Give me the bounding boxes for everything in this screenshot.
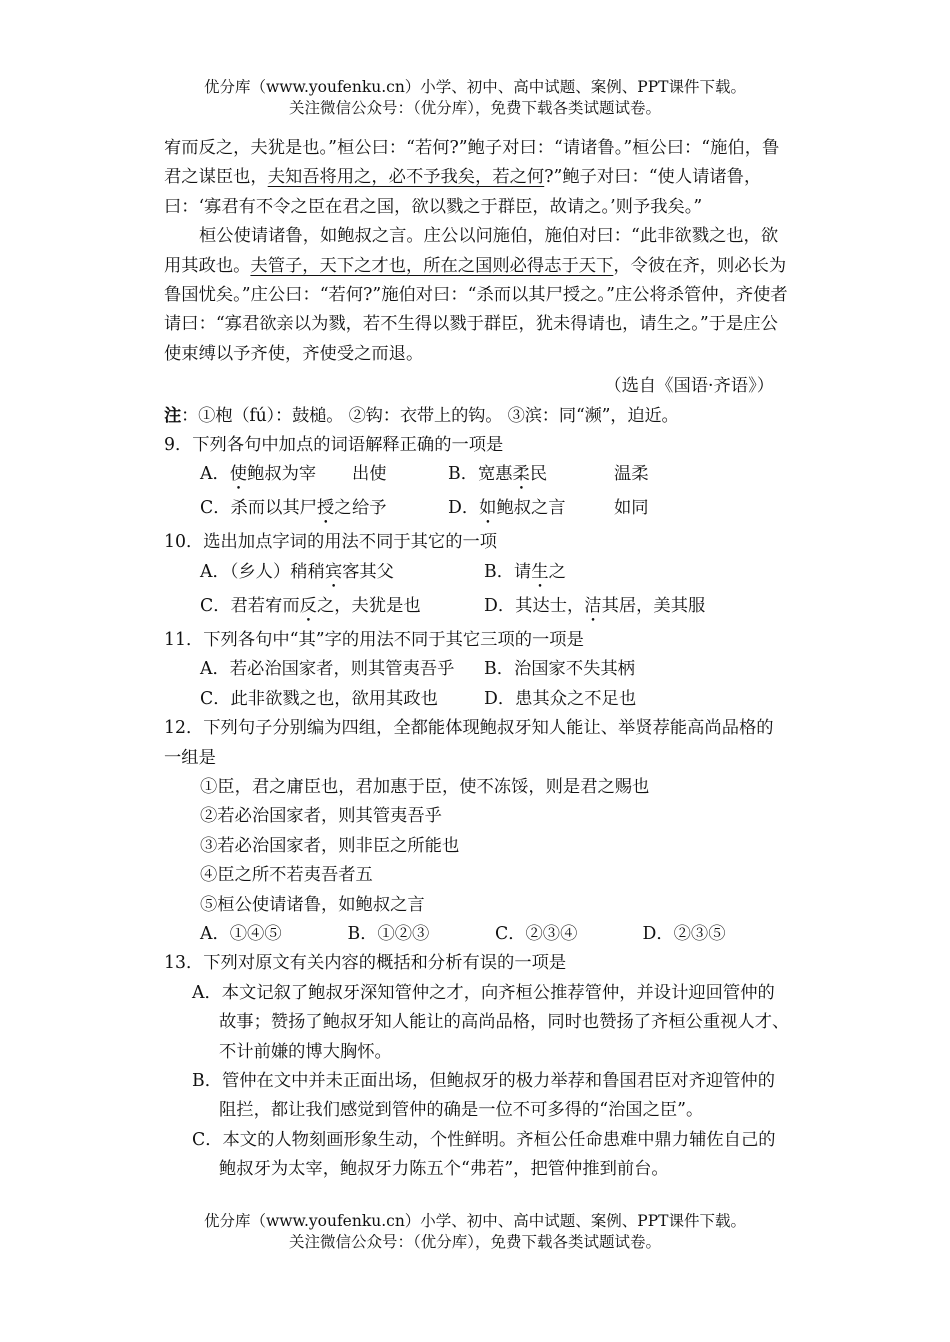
- q12-choice-a: A．①④⑤: [200, 923, 282, 944]
- q12-item-2: ②若必治国家者，则其管夷吾乎: [200, 806, 442, 827]
- q12-choice-d: D．②③⑤: [642, 923, 726, 944]
- question-12-title: 12．下列句子分别编为四组，全都能体现鲍叔牙知人能让、举贤荐能高尚品格的一组是: [164, 718, 774, 768]
- q11-option-a: A．若必治国家者，则其管夷吾乎: [200, 659, 455, 680]
- q12-choice-c: C．②③④: [495, 923, 578, 944]
- passage-paragraph-1: 宥而反之，夫犹是也。”桓公曰：“若何?”鲍子对曰：“请诸鲁。”桓公曰：“施伯，鲁君之谋臣也，夫知吾将用之，必不予我矣，若之何?”鲍子对曰：“使人请诸鲁，曰：‘寡君有不令之臣在君之国，欲以戮之于群臣，故请之。’则予我矣。”: [164, 138, 780, 217]
- q12-item-4: ④臣之所不若夷吾者五: [200, 865, 373, 886]
- passage-paragraph-2: 桓公使请诸鲁，如鲍叔之言。庄公以问施伯，施伯对曰：“此非欲戮之也，欲用其政也。夫管子，天下之才也，所在之国则必得志于天下，令彼在齐，则必长为鲁国忧矣。”庄公曰：“若何?”施伯对曰：“杀而以其尸授之。”庄公将杀管仲，齐使者请曰：“寡君欲亲以为戮，若不生得以戮于群臣，犹未得请也，请生之。”于是庄公使束缚以予齐使，齐使受之而退。: [164, 226, 788, 364]
- page-header: [0, 77, 950, 119]
- question-11-title: 11．下列各句中“其”字的用法不同于其它三项的一项是: [164, 629, 584, 650]
- passage-source: （选自《国语·齐语》）: [604, 376, 774, 397]
- document-body: [164, 134, 790, 1185]
- question-9-options-row-2: [164, 494, 790, 528]
- question-9-title: 9．下列各句中加点的词语解释正确的一项是: [164, 435, 504, 456]
- question-10-options-row-1: [164, 558, 790, 592]
- q9-option-b-meaning: 温柔: [614, 464, 649, 485]
- q12-choice-b: B．①②③: [347, 923, 430, 944]
- q10-option-c: C．君若宥而反之，夫犹是也: [200, 595, 421, 616]
- question-11-options-row-2: [164, 685, 790, 714]
- q10-option-a: A．（乡人）稍稍宾客其父: [200, 561, 394, 582]
- underlined-sentence-1: 夫知吾将用之，必不予我矣，若之何: [267, 167, 545, 188]
- q11-option-b: B．治国家不失其柄: [484, 659, 635, 680]
- question-11-options-row-1: [164, 655, 790, 684]
- q9-option-a: A．使鲍叔为宰: [200, 464, 317, 485]
- q9-option-c-meaning: 给予: [352, 498, 387, 519]
- question-10-title: 10．选出加点字词的用法不同于其它的一项: [164, 532, 498, 553]
- q11-option-d: D．患其众之不足也: [484, 688, 637, 709]
- underlined-sentence-2: 夫管子，天下之才也，所在之国则必得志于天下: [250, 255, 614, 276]
- page-footer: [0, 1211, 950, 1253]
- question-12-choices: [164, 920, 790, 949]
- q12-item-5: ⑤桓公使请诸鲁，如鲍叔之言: [200, 894, 425, 915]
- q9-option-b: B．宽惠柔民: [448, 464, 548, 485]
- q13-option-b: B．管仲在文中并未正面出场，但鲍叔牙的极力举荐和鲁国君臣对齐迎管仲的阻拦，都让我们感觉到管仲的确是一位不可多得的“治国之臣”。: [192, 1070, 775, 1121]
- notes-label: 注: [164, 405, 182, 426]
- q9-option-d-meaning: 如同: [614, 498, 649, 519]
- question-10-options-row-2: [164, 592, 790, 626]
- q13-option-a: A．本文记叙了鲍叔牙深知管仲之才，向齐桓公推荐管仲，并设计迎回管仲的故事；赞扬了鲍叔牙知人能让的高尚品格，同时也赞扬了齐桓公重视人才、不计前嫌的博大胸怀。: [192, 982, 790, 1062]
- q9-option-d: D．如鲍叔之言: [448, 498, 566, 519]
- q13-option-c: C．本文的人物刻画形象生动，个性鲜明。齐桓公任命患难中鼎力辅佐自己的鲍叔牙为太宰，鲍叔牙力陈五个“弗若”，把管仲推到前台。: [192, 1129, 776, 1180]
- q9-option-c: C．杀而以其尸授之: [200, 498, 352, 519]
- question-9-options-row-1: [164, 460, 790, 494]
- q12-item-1: ①臣，君之庸臣也，君加惠于臣，使不冻馁，则是君之赐也: [200, 776, 650, 797]
- q11-option-c: C．此非欲戮之也，欲用其政也: [200, 688, 438, 709]
- footer-line-2: 关注微信公众号：（优分库），免费下载各类试题试卷。: [288, 1233, 661, 1251]
- q10-option-b: B．请生之: [484, 561, 566, 582]
- q12-item-3: ③若必治国家者，则非臣之所能也: [200, 835, 460, 856]
- header-line-1: 优分库（www.youfenku.cn）小学、初中、高中试题、案例、PPT课件下载。: [203, 78, 747, 96]
- q9-option-a-meaning: 出使: [352, 464, 387, 485]
- q10-option-d: D．其达士，洁其居，美其服: [484, 595, 706, 616]
- notes: 注：①枹（fú）：鼓槌。 ②钩：衣带上的钩。 ③滨：同“濒”，迫近。: [164, 405, 679, 426]
- footer-line-1: 优分库（www.youfenku.cn）小学、初中、高中试题、案例、PPT课件下载。: [203, 1212, 747, 1230]
- question-13-title: 13．下列对原文有关内容的概括和分析有误的一项是: [164, 953, 567, 974]
- header-line-2: 关注微信公众号：（优分库），免费下载各类试题试卷。: [288, 99, 661, 117]
